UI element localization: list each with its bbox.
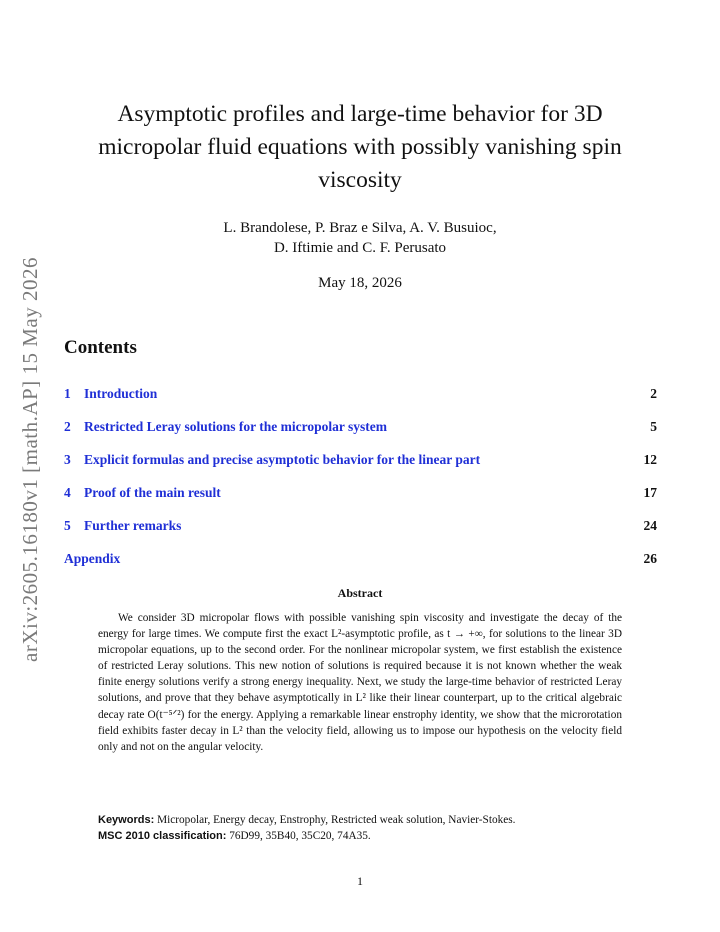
arxiv-identifier: arXiv:2605.16180v1 [math.AP] 15 May 2026	[18, 257, 42, 662]
toc-entry-proof[interactable]	[64, 485, 657, 518]
keywords-block	[98, 812, 622, 844]
toc-entry-restricted-leray[interactable]	[64, 419, 657, 452]
msc-text: 76D99, 35B40, 35C20, 74A35.	[229, 830, 371, 843]
authors-line-1: L. Brandolese, P. Braz e Silva, A. V. Busuioc,	[223, 220, 497, 236]
abstract-text: We consider 3D micropolar flows with possible vanishing spin viscosity and investigate the decay of the energy for large times. We compute first the exact L²-asymptotic profile, as t → +∞, for solutions to the linear 3D micropolar equations, up to the second order. For the nonlinear micropolar system, we first establish the existence of restricted Leray solutions. This new notion of solutions is required because it is not known whether the weak finite energy solutions verify a strong energy inequality. Next, we study the large-time behavior of restricted Leray solutions, and prove that they behave asymptotically in L² like their linear counterpart, up to the critical algebraic decay rate O(t⁻⁵ᐟ²) for the energy. Applying a remarkable linear enstrophy identity, we show that the microrotation field exhibits faster decay in L² than the velocity field, allowing us to impose our hypothesis on the velocity field only and not on the angular velocity.	[98, 612, 622, 753]
toc-link[interactable]: Proof of the main result	[84, 485, 221, 500]
toc-number: 3	[64, 452, 71, 467]
toc-number: 5	[64, 518, 71, 533]
msc-line	[98, 828, 622, 844]
toc-link[interactable]: Appendix	[64, 551, 121, 566]
toc-link[interactable]: Further remarks	[84, 518, 182, 533]
authors-line-2: D. Iftimie and C. F. Perusato	[273, 240, 447, 256]
toc-link[interactable]: Introduction	[84, 386, 158, 401]
toc-page-number: 12	[643, 452, 657, 467]
toc-number: 4	[64, 485, 71, 500]
toc-entry-further-remarks[interactable]	[64, 518, 657, 551]
toc-page-number: 5	[650, 419, 657, 434]
keywords-line	[98, 812, 622, 828]
toc-entry-introduction[interactable]	[64, 386, 657, 419]
toc-link[interactable]: Explicit formulas and precise asymptotic behavior for the linear part	[84, 452, 481, 467]
page-number: 1	[357, 874, 363, 888]
toc-page-number: 24	[643, 518, 657, 533]
abstract-heading: Abstract	[337, 586, 383, 600]
toc-page-number: 26	[643, 551, 657, 566]
toc-number: 1	[64, 386, 71, 401]
keywords-text: Micropolar, Energy decay, Enstrophy, Restricted weak solution, Navier-Stokes.	[157, 814, 516, 826]
toc-page-number: 17	[643, 485, 657, 500]
author-list	[120, 218, 600, 258]
toc-link[interactable]: Restricted Leray solutions for the micropolar system	[84, 419, 387, 434]
toc-number: 2	[64, 419, 71, 434]
toc-entry-appendix[interactable]	[64, 551, 657, 584]
table-of-contents	[64, 386, 657, 584]
toc-entry-explicit-formulas[interactable]	[64, 452, 657, 485]
contents-heading: Contents	[64, 337, 137, 358]
toc-page-number: 2	[650, 386, 657, 401]
paper-title: Asymptotic profiles and large-time behavior for 3D micropolar fluid equations with possibly vanishing spin viscosity	[98, 101, 622, 193]
msc-label: MSC 2010 classification:	[98, 830, 227, 843]
keywords-label: Keywords:	[98, 814, 155, 826]
paper-date: May 18, 2026	[318, 275, 402, 291]
